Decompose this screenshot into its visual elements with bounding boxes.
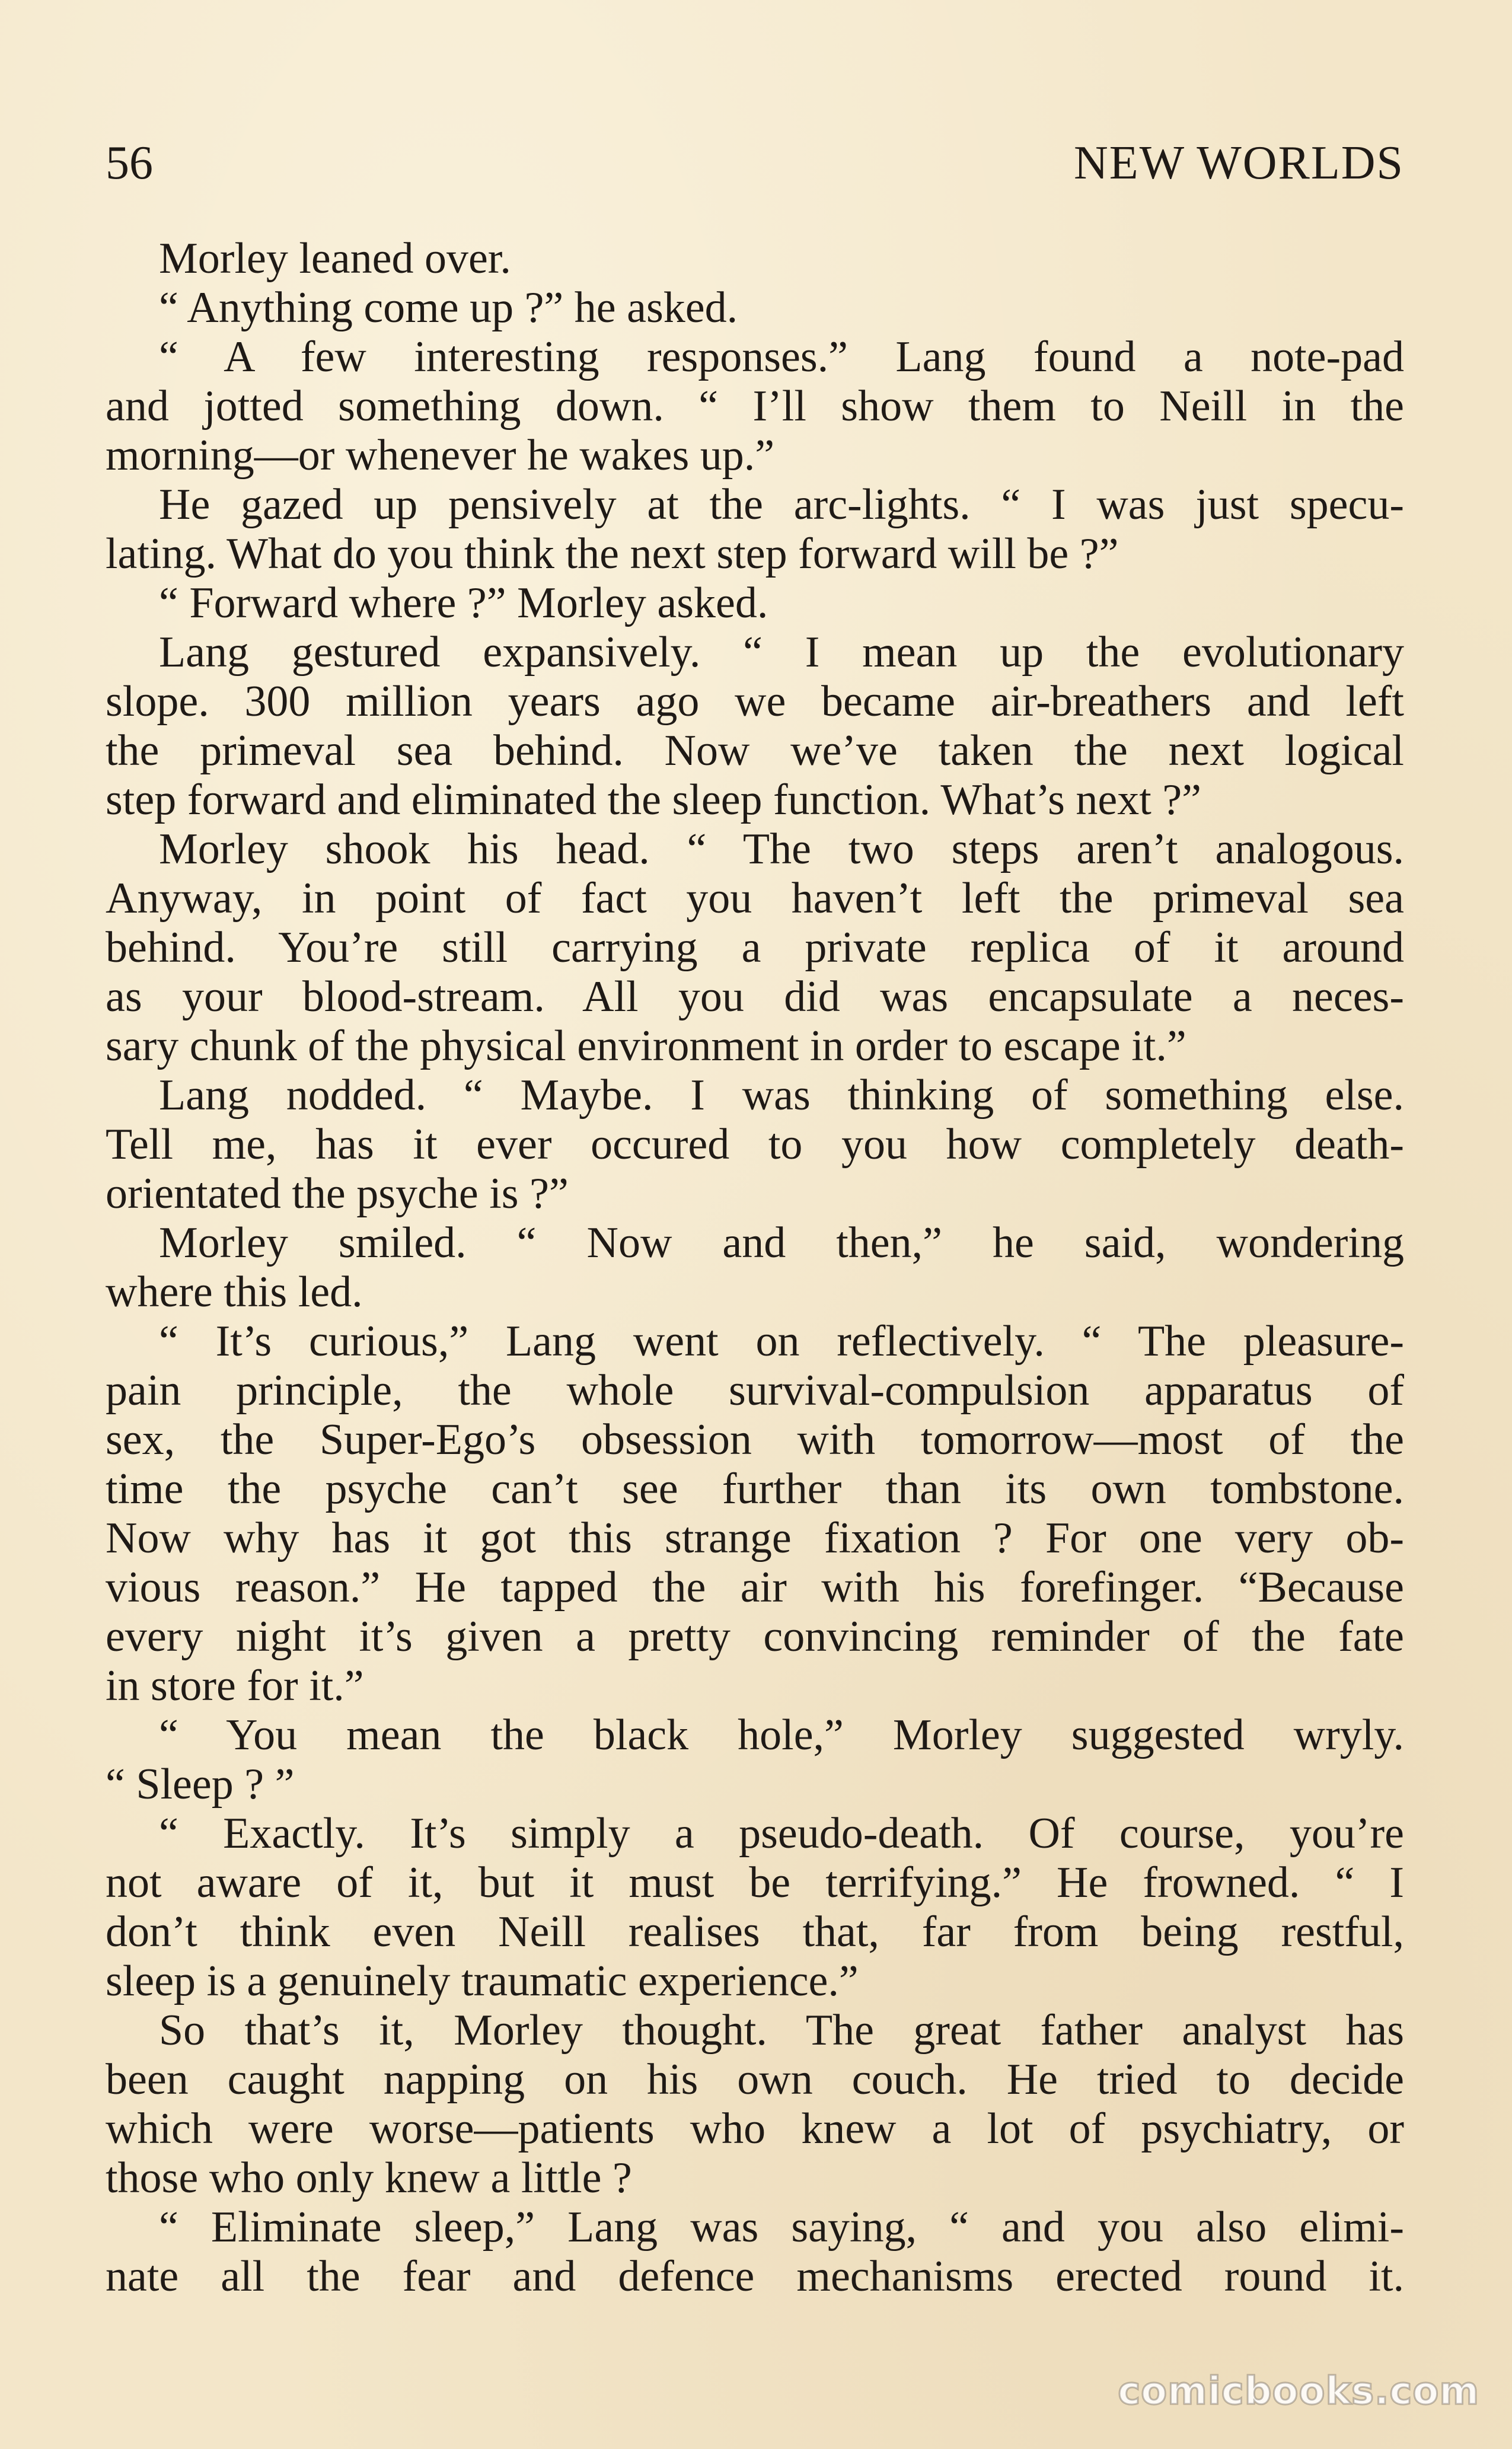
text-line: as your blood-stream. All you did was encapsulate a neces- [106,972,1404,1021]
text-line: Morley leaned over. [159,234,511,283]
text-line: sary chunk of the physical environment in order to escape it.” [106,1022,1186,1070]
text-line: “ Sleep ? ” [106,1760,295,1809]
text-line: Tell me, has it ever occured to you how completely death- [106,1120,1404,1169]
text-line: He gazed up pensively at the arc-lights. “ I was just specu- [159,480,1404,529]
text-line: step forward and eliminated the sleep function. What’s next ?” [106,776,1202,824]
text-line: Lang nodded. “ Maybe. I was thinking of something else. [159,1071,1404,1120]
text-line: “ You mean the black hole,” Morley suggested wryly. [159,1711,1404,1759]
text-line: “ It’s curious,” Lang went on reflectively. “ The pleasure- [159,1317,1404,1366]
text-line: pain principle, the whole survival-compulsion apparatus of [106,1366,1404,1415]
text-line: “ Forward where ?” Morley asked. [159,579,768,627]
text-line: time the psyche can’t see further than its own tombstone. [106,1465,1404,1513]
text-line: don’t think even Neill realises that, far from being restful, [106,1908,1404,1956]
text-line: vious reason.” He tapped the air with his forefinger. “Because [106,1563,1404,1612]
text-line: sex, the Super-Ego’s obsession with tomorrow—most of the [106,1415,1404,1464]
body-text [106,234,1404,2301]
text-line: morning—or whenever he wakes up.” [106,431,775,480]
text-line: every night it’s given a pretty convincing reminder of the fate [106,1612,1404,1661]
text-line: behind. You’re still carrying a private replica of it around [106,923,1404,972]
text-line: Morley shook his head. “ The two steps aren’t analogous. [159,825,1404,873]
text-line: Anyway, in point of fact you haven’t left the primeval sea [106,874,1404,923]
text-line: “ Exactly. It’s simply a pseudo-death. Of course, you’re [159,1809,1404,1858]
text-line: not aware of it, but it must be terrifying.” He frowned. “ I [106,1858,1404,1907]
text-line: “ Eliminate sleep,” Lang was saying, “ and you also elimi- [159,2203,1404,2252]
text-line: orientated the psyche is ?” [106,1169,569,1218]
watermark: comicbooks.com [1118,2370,1479,2413]
page-header [106,130,1404,196]
text-line: Morley smiled. “ Now and then,” he said, wondering [159,1219,1404,1267]
text-line: Now why has it got this strange fixation ? For one very ob- [106,1514,1404,1562]
text-line: lating. What do you think the next step forward will be ?” [106,530,1119,578]
text-line: “ A few interesting responses.” Lang found a note-pad [159,333,1404,381]
text-line: So that’s it, Morley thought. The great father analyst has [159,2006,1404,2055]
running-title: NEW WORLDS [1073,137,1404,189]
text-line: been caught napping on his own couch. He tried to decide [106,2055,1404,2104]
page-number: 56 [106,137,153,189]
text-line: slope. 300 million years ago we became air-breathers and left [106,677,1404,726]
text-line: Lang gestured expansively. “ I mean up the evolutionary [159,628,1404,677]
text-line: those who only knew a little ? [106,2154,632,2202]
text-line: in store for it.” [106,1662,364,1710]
text-line: “ Anything come up ?” he asked. [159,283,738,332]
text-line: and jotted something down. “ I’ll show them to Neill in the [106,382,1404,431]
text-line: nate all the fear and defence mechanisms erected round it. [106,2252,1404,2301]
text-line: sleep is a genuinely traumatic experience.” [106,1957,859,2005]
text-line: which were worse—patients who knew a lot of psychiatry, or [106,2104,1404,2153]
text-line: where this led. [106,1268,363,1316]
text-line: the primeval sea behind. Now we’ve taken the next logical [106,726,1404,775]
